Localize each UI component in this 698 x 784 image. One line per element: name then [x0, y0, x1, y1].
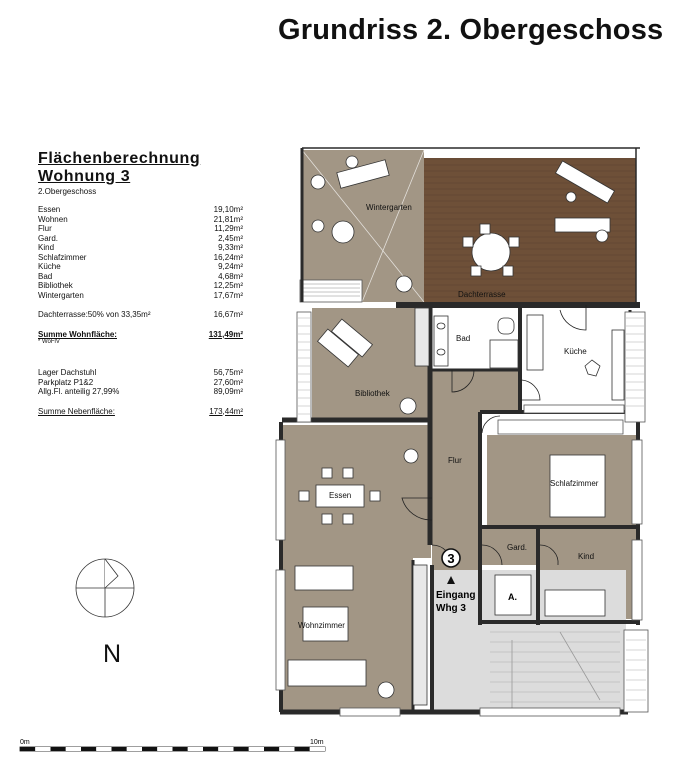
- room-row-value: 21,81m²: [213, 214, 243, 224]
- calc-heading-2: Wohnung 3: [38, 168, 131, 185]
- scale-segment: [173, 747, 188, 751]
- eingang-label: Eingang: [436, 590, 476, 601]
- sum-label: Summe Wohnfläche:: [38, 329, 117, 339]
- terrace-value: 16,67m²: [213, 310, 243, 319]
- room-row-label: Essen: [38, 205, 61, 214]
- extra-row-label: Lager Dachstuhl: [38, 368, 97, 377]
- room-row-value: 2,45m²: [218, 233, 243, 243]
- scale-segment: [188, 747, 203, 751]
- scale-segment: [264, 747, 279, 751]
- room-row-value: 16,24m²: [213, 252, 243, 262]
- room-row-value: 17,67m²: [213, 290, 243, 300]
- scale-segment: [295, 747, 310, 751]
- room-row-label: Kind: [38, 243, 55, 252]
- room-row-label: Wintergarten: [38, 290, 84, 300]
- secondary-value: 173,44m²: [209, 406, 243, 416]
- unit-number: 3: [447, 551, 455, 566]
- scale-segment: [142, 747, 157, 751]
- scale-bar: [20, 739, 325, 751]
- secondary-label: Summe Nebenfläche:: [38, 406, 115, 416]
- extra-row-value: 56,75m²: [213, 368, 243, 377]
- label-kind: Kind: [578, 552, 595, 561]
- label-essen: Essen: [329, 491, 352, 500]
- room-row-value: 9,33m²: [218, 243, 243, 252]
- room-row-label: Flur: [38, 224, 52, 233]
- room-row-value: 19,10m²: [213, 205, 243, 214]
- scale-segment: [35, 747, 50, 751]
- room-row-value: 4,68m²: [218, 271, 243, 281]
- scale-end: 10m: [310, 739, 324, 746]
- scale-segment: [310, 747, 325, 751]
- room-row-label: Wohnen: [38, 214, 68, 224]
- scale-segment: [66, 747, 81, 751]
- room-row-label: Küche: [38, 262, 61, 271]
- label-bad: Bad: [456, 334, 471, 343]
- label-kueche: Küche: [564, 347, 587, 356]
- scale-segment: [96, 747, 111, 751]
- label-wintergarten: Wintergarten: [366, 203, 412, 212]
- label-bibliothek: Bibliothek: [355, 389, 390, 398]
- scale-segment: [218, 747, 233, 751]
- scale-segment: [249, 747, 264, 751]
- extra-row-value: 27,60m²: [213, 377, 243, 387]
- scale-segment: [20, 747, 35, 751]
- plan-title: Grundriss 2. Obergeschoss: [278, 14, 664, 46]
- scale-segment: [112, 747, 127, 751]
- terrace-label: Dachterrasse:50% von 33,35m²: [38, 310, 151, 319]
- room-row-value: 11,29m²: [214, 224, 243, 233]
- scale-segment: [279, 747, 294, 751]
- scale-segment: [81, 747, 96, 751]
- a-room-label: A.: [508, 592, 517, 602]
- scale-segment: [203, 747, 218, 751]
- balcony-railing: [300, 280, 362, 302]
- room-row-label: Bibliothek: [38, 281, 73, 290]
- scale-segment: [51, 747, 66, 751]
- extra-row-value: 89,09m²: [213, 387, 243, 396]
- extra-row-label: Parkplatz P1&2: [38, 377, 94, 387]
- scale-segment: [127, 747, 142, 751]
- label-gard: Gard.: [507, 543, 528, 552]
- calc-floor: 2.Obergeschoss: [38, 187, 97, 196]
- room-row-label: Schlafzimmer: [38, 252, 87, 262]
- room-row-label: Bad: [38, 271, 53, 281]
- eingang-label-2: Whg 3: [436, 603, 466, 614]
- compass-north-label: N: [103, 640, 122, 668]
- scale-segment: [234, 747, 249, 751]
- sum-value: 131,49m²: [208, 329, 243, 339]
- room-row-value: 12,25m²: [213, 281, 243, 290]
- room-row-label: Gard.: [38, 233, 59, 243]
- label-schlafzimmer: Schlafzimmer: [550, 479, 599, 488]
- label-wohnzimmer: Wohnzimmer: [298, 621, 345, 630]
- label-flur: Flur: [448, 456, 462, 465]
- label-dachterrasse: Dachterrasse: [458, 290, 506, 299]
- calc-heading-1: Flächenberechnung: [38, 150, 201, 167]
- room-row-value: 9,24m²: [218, 262, 243, 271]
- scale-start: 0m: [20, 739, 30, 746]
- extra-row-label: Allg.Fl. anteilig 27,99%: [38, 387, 120, 396]
- scale-segment: [157, 747, 172, 751]
- sum-note: * WoFlV: [38, 339, 60, 345]
- compass-icon: [76, 559, 134, 617]
